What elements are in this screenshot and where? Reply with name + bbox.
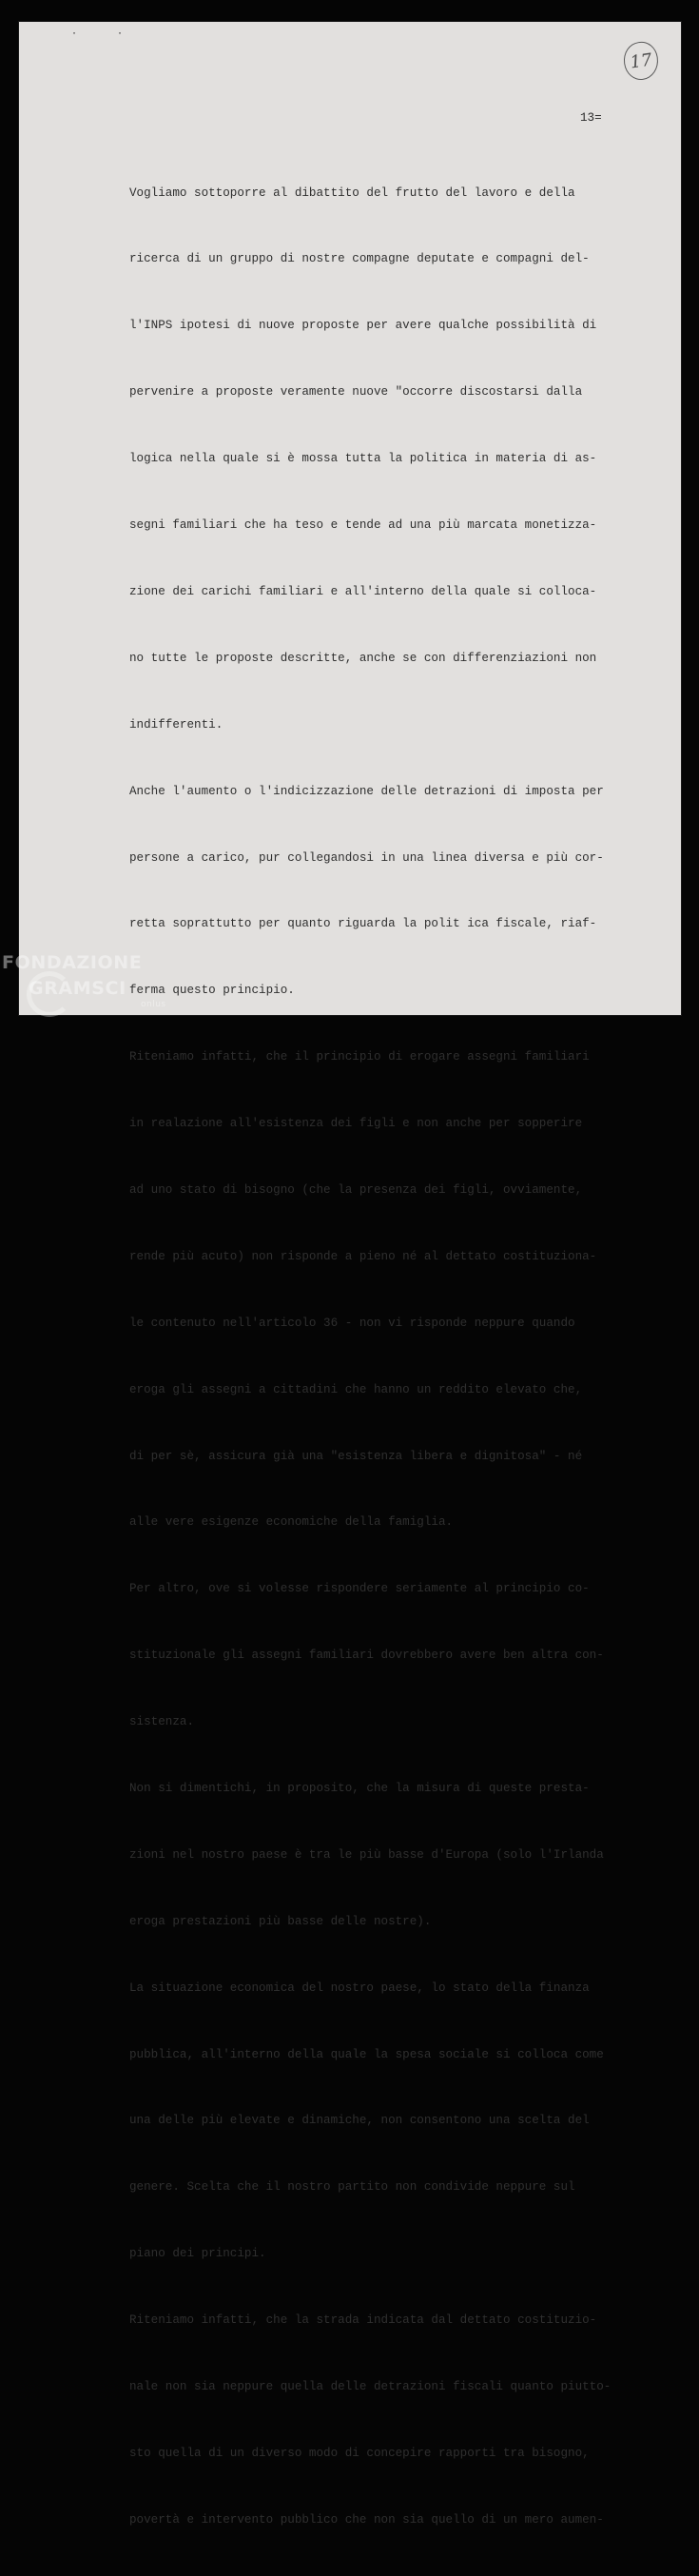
text-line: Vogliamo sottoporre al dibattito del frutto del lavoro e della <box>129 185 575 200</box>
text-line: l'INPS ipotesi di nuove proposte per avere qualche possibilità di <box>129 319 597 333</box>
text-line: ferma questo principio. <box>129 984 295 998</box>
text-line: ricerca di un gruppo di nostre compagne deputate e compagni del- <box>129 252 590 266</box>
text-line: sistenza. <box>129 1715 195 1729</box>
text-line: Riteniamo infatti, che il principio di erogare assegni familiari <box>129 1050 590 1064</box>
text-line: no tutte le proposte descritte, anche se con differenziazioni non <box>129 651 597 665</box>
handwritten-folio-number <box>621 40 660 83</box>
text-line: zione dei carichi familiari e all'interno della quale si colloca- <box>129 584 597 598</box>
text-line: una delle più elevate e dinamiche, non consentono una scelta del <box>129 2114 590 2128</box>
text-line: genere. Scelta che il nostro partito non condivide neppure sul <box>129 2180 575 2195</box>
text-line: La situazione economica del nostro paese, lo stato della finanza <box>129 1981 590 1995</box>
text-line: in realazione all'esistenza dei figli e non anche per sopperire <box>129 1117 583 1131</box>
corner-marks: · · <box>71 29 141 39</box>
text-line: pervenire a proposte veramente nuove "occorre discostarsi dalla <box>129 385 583 400</box>
page-number: 13= <box>580 111 602 125</box>
watermark-line-2: GRAMSCI <box>29 978 126 999</box>
text-line: nale non sia neppure quella delle detrazioni fiscali quanto piutto- <box>129 2379 612 2393</box>
folio-number-text: 17 <box>629 49 653 72</box>
text-line: retta soprattutto per quanto riguarda la polit ica fiscale, riaf- <box>129 917 597 931</box>
text-line: sto quella di un diverso modo di concepire rapporti tra bisogno, <box>129 2446 590 2460</box>
text-line: rende più acuto) non risponde a pieno né al dettato costituziona- <box>129 1249 597 1263</box>
text-line: persone a carico, pur collegandosi in una linea diversa e più cor- <box>129 850 604 865</box>
text-line: logica nella quale si è mossa tutta la politica in materia di as- <box>129 452 597 466</box>
document-body <box>129 138 643 2576</box>
text-line: ad uno stato di bisogno (che la presenza dei figli, ovviamente, <box>129 1182 583 1197</box>
text-line: eroga gli assegni a cittadini che hanno un reddito elevato che, <box>129 1382 583 1396</box>
text-line: Riteniamo infatti, che la strada indicata dal dettato costituzio- <box>129 2313 597 2328</box>
text-line: piano dei principi. <box>129 2247 266 2261</box>
text-line: Anche l'aumento o l'indicizzazione delle detrazioni di imposta per <box>129 784 604 798</box>
text-line: stituzionale gli assegni familiari dovrebbero avere ben altra con- <box>129 1649 604 1663</box>
text-line: le contenuto nell'articolo 36 - non vi risponde neppure quando <box>129 1316 575 1330</box>
text-line: alle vere esigenze economiche della famiglia. <box>129 1515 454 1530</box>
text-line: indifferenti. <box>129 717 223 732</box>
text-line: pubblica, all'interno della quale la spesa sociale si colloca come <box>129 2047 604 2061</box>
watermark-suffix: onlus <box>141 1000 166 1009</box>
text-line: Non si dimentichi, in proposito, che la misura di queste presta- <box>129 1781 590 1795</box>
text-line: di per sè, assicura già una "esistenza libera e dignitosa" - né <box>129 1449 583 1463</box>
text-line: zioni nel nostro paese è tra le più basse d'Europa (solo l'Irlanda <box>129 1847 604 1862</box>
text-line: segni familiari che ha teso e tende ad una più marcata monetizza- <box>129 518 597 533</box>
watermark-line-1: FONDAZIONE <box>2 952 143 973</box>
fondazione-gramsci-watermark <box>2 950 192 1026</box>
typewritten-page <box>18 21 682 2527</box>
text-line: Per altro, ove si volesse rispondere seriamente al principio co- <box>129 1582 590 1596</box>
text-line: eroga prestazioni più basse delle nostre). <box>129 1914 432 1928</box>
text-line: povertà e intervento pubblico che non sia quello di un mero aumen- <box>129 2512 604 2527</box>
